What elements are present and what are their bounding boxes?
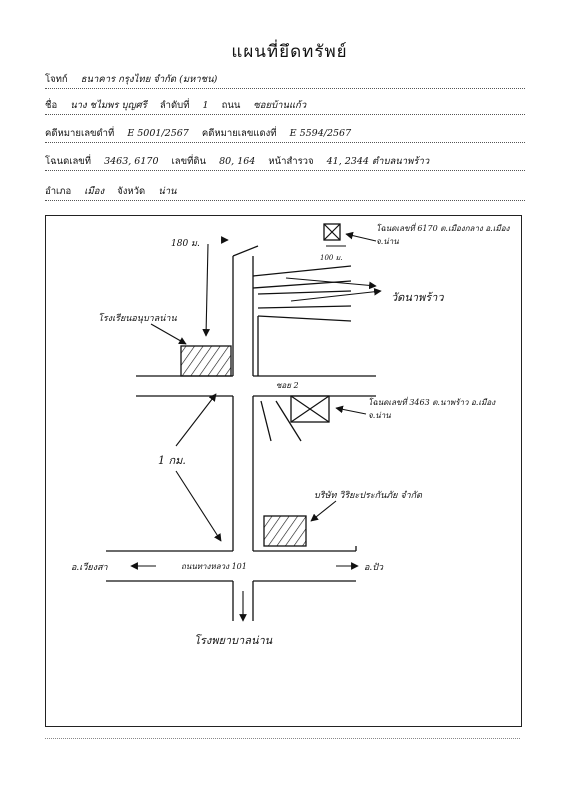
field-value: E 5001/2567 bbox=[127, 128, 189, 139]
field-value: ธนาคาร กรุงไทย จำกัด (มหาชน) bbox=[80, 74, 218, 85]
company-plot bbox=[264, 516, 306, 546]
top-deed-note: โฉนดเลขที่ 6170 ต.เมืองกลาง อ.เมือง จ.น่าน bbox=[376, 224, 510, 246]
page-title: แผนที่ยึดทรัพย์ bbox=[231, 42, 348, 62]
field-label: จังหวัด bbox=[117, 186, 146, 197]
field-label: ถนน bbox=[221, 100, 241, 111]
field-label: โฉนดเลขที่ bbox=[45, 156, 92, 167]
arrow-1km-up bbox=[176, 394, 216, 446]
field-value: นาง ชไมพร บุญศรี bbox=[70, 100, 147, 111]
deed-field bbox=[45, 154, 525, 171]
plaintiff-field bbox=[45, 72, 525, 89]
soi-label: ซอย 2 bbox=[276, 381, 299, 390]
right-town-label: อ.ปัว bbox=[364, 563, 384, 573]
field-label: ลำดับที่ bbox=[159, 100, 190, 111]
school-label: โรงเรียนอนุบาลน่าน bbox=[98, 314, 177, 324]
seizure-map bbox=[45, 215, 522, 727]
field-value: 41, 2344 ตำบลนาพร้าว bbox=[326, 156, 430, 167]
branch-road-1 bbox=[253, 266, 351, 276]
field-label: คดีหมายเลขแดงที่ bbox=[201, 128, 277, 139]
arrow-1km-down bbox=[176, 471, 221, 541]
field-label: เลขที่ดิน bbox=[171, 156, 207, 167]
map-drawing bbox=[46, 216, 521, 726]
branch-road-3 bbox=[258, 316, 351, 321]
field-value: เมือง bbox=[84, 186, 105, 197]
branch-road-2 bbox=[258, 291, 351, 294]
field-label: หน้าสำรวจ bbox=[268, 156, 314, 167]
case-number-field bbox=[45, 126, 525, 143]
arrow-180m bbox=[206, 244, 208, 336]
field-label: ชื่อ bbox=[45, 100, 58, 111]
arrow-school bbox=[151, 324, 186, 344]
highway-label: ถนนทางหลวง 101 bbox=[181, 562, 247, 571]
field-value: ซอยบ้านแก้ว bbox=[253, 100, 307, 111]
field-value: 1 bbox=[202, 100, 209, 111]
company-label: บริษัท วิริยะประกันภัย จำกัด bbox=[314, 491, 422, 501]
footer-dotted-line bbox=[45, 728, 520, 739]
field-label: อำเภอ bbox=[45, 186, 72, 197]
school-plot bbox=[181, 346, 231, 376]
field-value: 80, 164 bbox=[219, 156, 256, 167]
field-value: E 5594/2567 bbox=[289, 128, 352, 139]
distance-label-180m: 180 ม. bbox=[171, 239, 200, 249]
name-field bbox=[45, 98, 525, 115]
arrow-company bbox=[311, 501, 336, 521]
field-value: 3463, 6170 bbox=[104, 156, 159, 167]
distance-label-1km: 1 กม. bbox=[158, 454, 186, 467]
field-label: คดีหมายเลขดำที่ bbox=[45, 128, 115, 139]
temple-label: วัดนาพร้าว bbox=[391, 291, 444, 304]
field-label: โจทก์ bbox=[45, 74, 68, 85]
scale-label: 100 ม. bbox=[320, 254, 343, 262]
hospital-label: โรงพยาบาลน่าน bbox=[194, 634, 273, 647]
left-town-label: อ.เวียงสา bbox=[71, 563, 108, 573]
plot-deed-note: โฉนดเลขที่ 3463 ต.นาพร้าว อ.เมือง จ.น่าน bbox=[368, 398, 496, 420]
arrow-plot bbox=[336, 408, 366, 414]
district-field bbox=[45, 184, 525, 201]
field-value: น่าน bbox=[158, 186, 177, 197]
arrow-top-note bbox=[346, 234, 376, 241]
